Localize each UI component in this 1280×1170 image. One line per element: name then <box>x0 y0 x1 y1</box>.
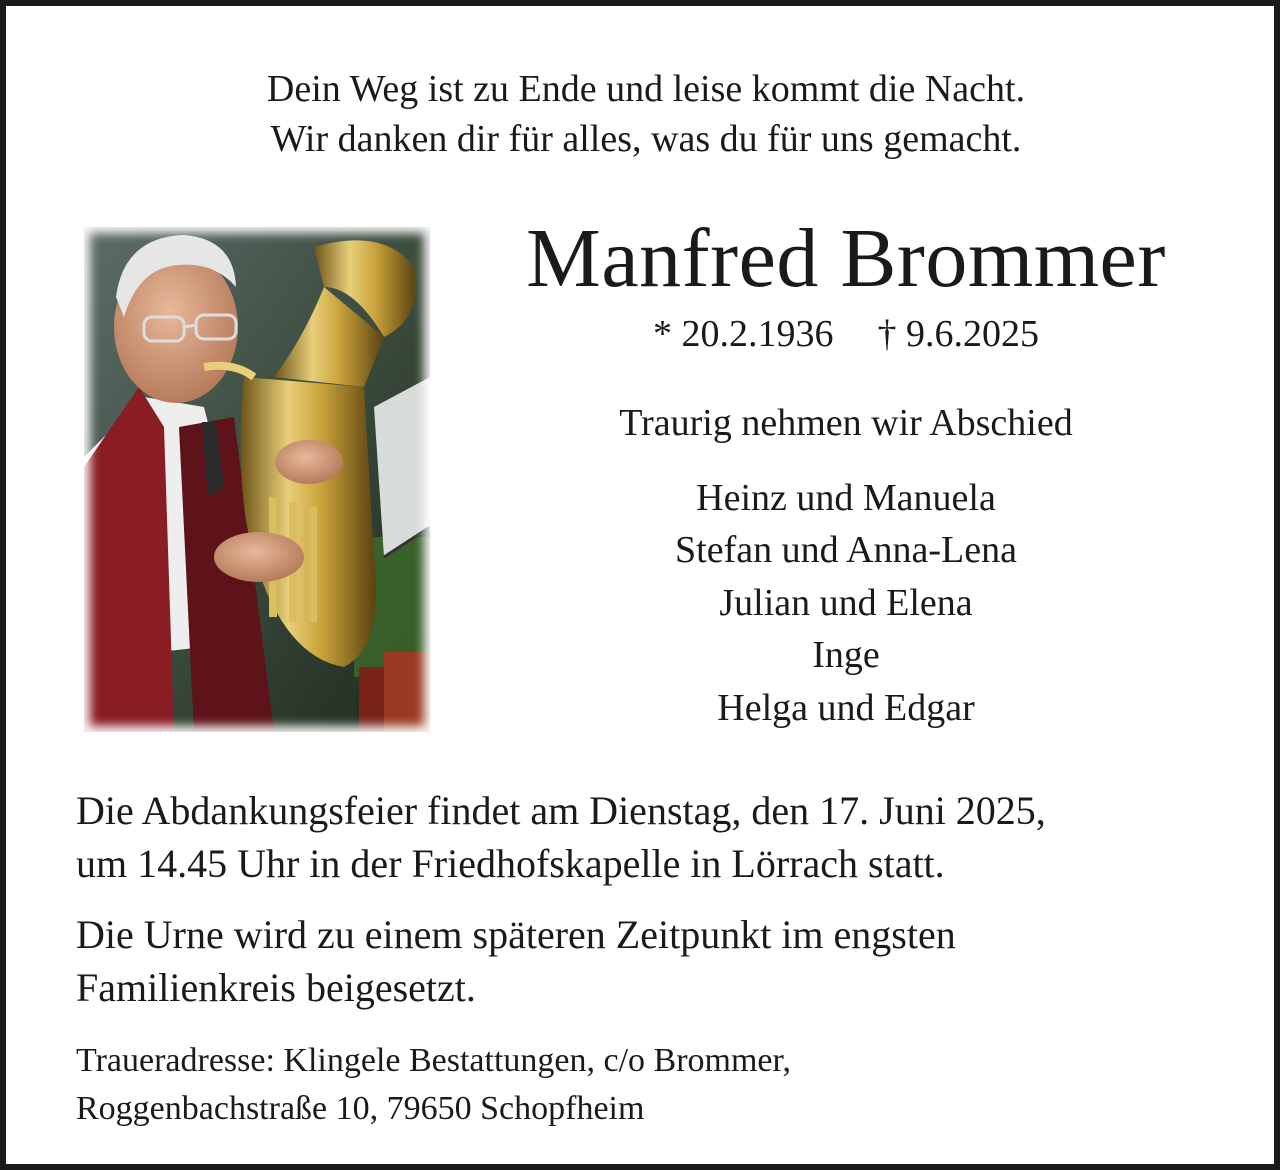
life-dates <box>446 311 1246 357</box>
mourner: Heinz und Manuela <box>696 477 996 519</box>
urn-info <box>76 908 1256 1014</box>
mourners-list <box>446 472 1246 734</box>
address-line-1: Traueradresse: Klingele Bestattungen, c/o Brommer, <box>76 1042 791 1079</box>
portrait-illustration <box>84 227 430 732</box>
mourner: Helga und Edgar <box>717 686 975 729</box>
poem-line-1: Dein Weg ist zu Ende und leise kommt die Nacht. <box>266 68 1026 110</box>
poem <box>6 64 1280 164</box>
service-info <box>76 784 1256 890</box>
portrait-photo <box>84 227 430 732</box>
address-line-2: Roggenbachstraße 10, 79650 Schopfheim <box>76 1090 645 1127</box>
birth-date: * 20.2.1936 <box>653 313 834 355</box>
service-line-2: um 14.45 Uhr in der Friedhofskapelle in Lörrach statt. <box>76 841 945 886</box>
urn-line-1: Die Urne wird zu einem späteren Zeitpunkt im engsten <box>76 912 956 957</box>
service-line-1: Die Abdankungsfeier findet am Dienstag, den 17. Juni 2025, <box>76 788 1046 833</box>
mourner: Julian und Elena <box>719 581 973 624</box>
mourner: Stefan und Anna-Lena <box>675 529 1017 572</box>
mourning-address <box>76 1037 1256 1133</box>
mourner: Inge <box>812 634 880 677</box>
death-date: † 9.6.2025 <box>877 313 1039 355</box>
farewell-text: Traurig nehmen wir Abschied <box>619 402 1073 444</box>
urn-line-2: Familienkreis beigesetzt. <box>76 965 476 1010</box>
deceased-name: Manfred Brommer <box>526 212 1166 305</box>
poem-line-2: Wir danken dir für alles, was du für uns gemacht. <box>270 118 1022 160</box>
